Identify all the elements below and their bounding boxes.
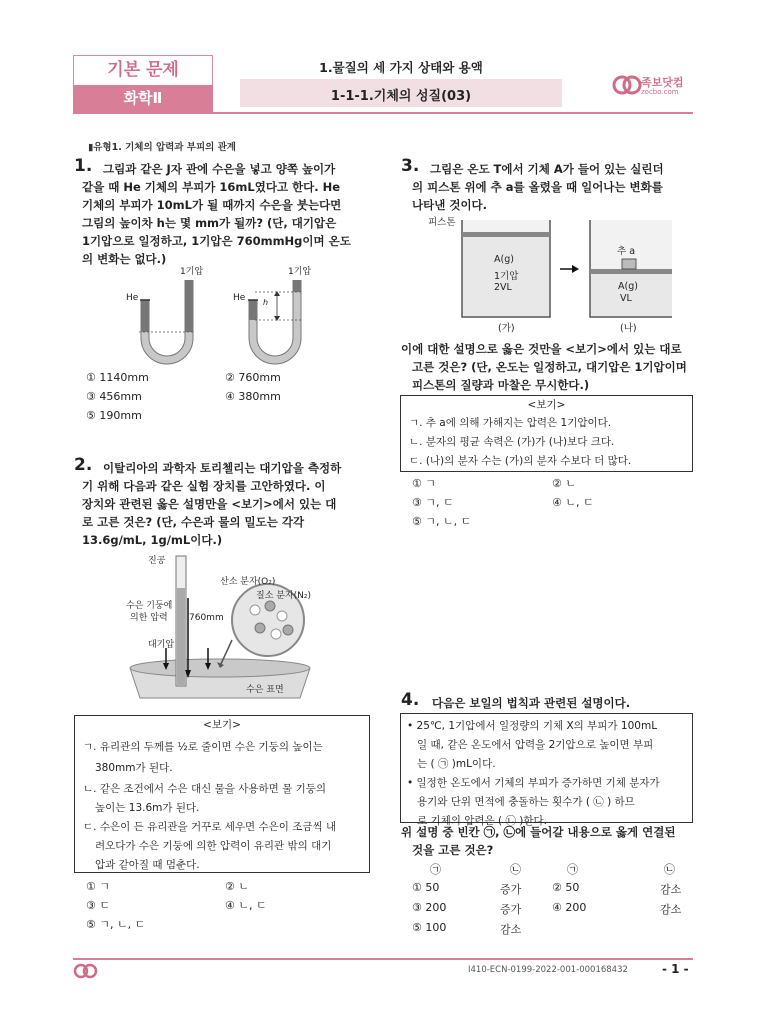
question-3-line: 이에 대한 설명으로 옳은 것만을 <보기>에서 있는 대로 (401, 342, 682, 356)
info-item: 일 때, 같은 온도에서 압력을 2기압으로 높이면 부피 (417, 739, 654, 751)
bogi-item: 높이는 13.6m가 된다. (95, 802, 200, 814)
cylinder-diagram (432, 212, 672, 332)
option[interactable]: ④ 200 (552, 901, 587, 914)
bogi-item: ㄷ. 수은이 든 유리관을 거꾸로 세우면 수은이 조금씩 내 (83, 821, 337, 833)
bogi-title: <보기> (527, 399, 566, 411)
question-2-line: 기 위해 다음과 같은 실험 장치를 고안하였다. 이 (82, 479, 326, 493)
question-1-line: 기체의 부피가 10mL가 될 때까지 수은을 붓는다면 (82, 198, 342, 212)
option[interactable]: ③ ㄷ (86, 899, 110, 912)
height-diff-label: h (263, 298, 269, 307)
option-value: 감소 (660, 883, 682, 896)
logo-text: 족보닷컴 (641, 76, 684, 89)
question-3-line: 피스톤의 질량과 마찰은 무시한다.) (412, 378, 590, 392)
piston-label: 피스톤 (428, 217, 456, 228)
weight-label: 추 a (617, 246, 636, 257)
atm-label-right: 1기압 (288, 267, 312, 277)
atm-pressure-label: 대기압 (148, 640, 175, 650)
info-item: • 일정한 온도에서 기체의 부피가 증가하면 기체 분자가 (407, 777, 660, 789)
chapter-title: 1.물질의 세 가지 상태와 용액 (319, 60, 483, 75)
bogi-item: ㄱ. 추 a에 의해 가해지는 압력은 1기압이다. (409, 417, 612, 429)
bogi-item: 380mm가 된다. (95, 762, 173, 774)
page-number: - 1 - (662, 962, 689, 976)
option[interactable]: ① 50 (412, 881, 440, 894)
question-1-line: 같을 때 He 기체의 부피가 16mL였다고 한다. He (82, 180, 341, 194)
option-value: 감소 (660, 903, 682, 916)
panel-na-label: (나) (620, 323, 637, 334)
question-2-line: 13.6g/mL, 1g/mL이다.) (82, 533, 223, 547)
gas-label: A(g) (494, 254, 514, 265)
document-code: I410-ECN-0199-2022-001-000168432 (468, 965, 628, 975)
info-item: • 25℃, 1기압에서 일정량의 기체 X의 부피가 100mL (407, 720, 658, 732)
option-value: 증가 (500, 903, 522, 916)
info-item: 용기와 단위 면적에 충돌하는 횟수가 ( ㉡ ) 하므 (417, 796, 635, 808)
option[interactable]: ② 50 (552, 881, 580, 894)
option[interactable]: ⑤ 190mm (86, 409, 142, 422)
answer-table-head: ㉠ (567, 863, 578, 876)
bogi-title: <보기> (203, 719, 241, 731)
question-1-line: 그림의 높이차 h는 몇 mm가 될까? (단, 대기압은 (82, 216, 337, 230)
panel-ga-label: (가) (498, 323, 515, 334)
answer-table-head: ㉠ (430, 863, 441, 876)
option[interactable]: ⑤ ㄱ, ㄴ, ㄷ (86, 918, 146, 931)
question-2-line: 장치와 관련된 옳은 설명만을 <보기>에서 있는 대 (82, 497, 337, 511)
question-2-line: 로 고른 것은? (단, 수은과 물의 밀도는 각각 (82, 515, 305, 529)
option[interactable]: ③ ㄱ, ㄷ (412, 496, 454, 509)
gas-label: A(g) (618, 281, 638, 292)
bogi-item: 려오다가 수은 기둥에 의한 압력이 유리관 밖의 대기 (95, 840, 332, 852)
question-1-line: 의 변화는 없다.) (82, 252, 167, 266)
option[interactable]: ⑤ 100 (412, 921, 447, 934)
question-3-line: 그림은 온도 T에서 기체 A가 들어 있는 실린더 (430, 162, 664, 176)
option[interactable]: ③ 200 (412, 901, 447, 914)
footer-rule (73, 958, 693, 960)
bogi-box-q3 (400, 395, 693, 472)
gas-volume-label: 2VL (494, 282, 512, 293)
gas-volume-label: VL (620, 293, 632, 304)
oxygen-label: 산소 분자(O₂) (220, 577, 276, 587)
info-box-q4 (400, 713, 693, 827)
question-1-line: 1기압으로 일정하고, 1기압은 760mmHg이며 온도 (82, 234, 351, 248)
info-item: 로 기체의 압력은 ( ㉡ )한다. (417, 815, 548, 827)
bogi-item: 압과 같아질 때 멈춘다. (95, 859, 200, 871)
question-2-line: 이탈리아의 과학자 토리첼리는 대기압을 측정하 (103, 461, 342, 475)
option-value: 감소 (500, 923, 522, 936)
option[interactable]: ② ㄴ (552, 477, 576, 490)
question-3-line: 나타낸 것이다. (412, 198, 488, 212)
option[interactable]: ④ ㄴ, ㄷ (552, 496, 594, 509)
question-2-number: 2. (74, 455, 93, 475)
he-label-right: He (233, 293, 246, 303)
question-3-number: 3. (401, 156, 420, 176)
bogi-box-q2 (74, 715, 370, 873)
question-3-line: 고른 것은? (단, 온도는 일정하고, 대기압은 1기압이며 (412, 360, 687, 374)
question-4-line: 위 설명 중 빈칸 ㉠, ㉡에 들어갈 내용으로 옳게 연결된 (401, 825, 676, 839)
header-rule (73, 112, 693, 114)
question-4-line: 것을 고른 것은? (412, 843, 494, 857)
height-760mm-label: 760mm (189, 613, 224, 623)
section-type-label: ▮유형1. 기체의 압력과 부피의 관계 (88, 142, 236, 153)
mercury-column-label: 의한 압력 (130, 613, 168, 623)
option-value: 증가 (500, 883, 522, 896)
question-1-line: 그림과 같은 J자 관에 수은을 넣고 양쪽 높이가 (103, 162, 336, 176)
question-4-number: 4. (401, 690, 420, 710)
option[interactable]: ① 1140mm (86, 371, 149, 384)
option[interactable]: ① ㄱ (412, 477, 436, 490)
option[interactable]: ⑤ ㄱ, ㄴ, ㄷ (412, 515, 472, 528)
mercury-column-label: 수은 기둥에 (126, 601, 173, 611)
torricelli-diagram (110, 548, 330, 708)
mercury-surface-label: 수은 표면 (246, 685, 284, 695)
answer-table-head: ㉡ (510, 863, 521, 876)
option[interactable]: ② ㄴ (225, 880, 249, 893)
vacuum-label: 진공 (148, 556, 166, 566)
bogi-item: ㄴ. 분자의 평균 속력은 (가)가 (나)보다 크다. (409, 436, 615, 448)
bogi-item: ㄷ. (나)의 분자 수는 (가)의 분자 수보다 더 많다. (409, 455, 632, 467)
question-3-line: 의 피스톤 위에 추 a를 올렸을 때 일어나는 변화를 (412, 180, 663, 194)
logo-subtext: zocbo.com (641, 88, 679, 96)
bogi-item: ㄴ. 같은 조건에서 수은 대신 물을 사용하면 물 기둥의 (83, 783, 327, 795)
option[interactable]: ① ㄱ (86, 880, 110, 893)
question-4-stem: 다음은 보일의 법칙과 관련된 설명이다. (432, 696, 631, 710)
option[interactable]: ③ 456mm (86, 390, 142, 403)
option[interactable]: ② 760mm (225, 371, 281, 384)
section-title: 1-1-1.기체의 성질(03) (330, 89, 472, 104)
bogi-item: ㄱ. 유리관의 두께를 ½로 줄이면 수은 기둥의 높이는 (83, 741, 323, 753)
category-badge: 기본 문제 (73, 55, 213, 85)
he-label-left: He (126, 293, 139, 303)
atm-label-left: 1기압 (180, 267, 204, 277)
gas-pressure-label: 1기압 (494, 271, 519, 282)
info-item: 는 ( ㉠ )mL이다. (417, 758, 496, 770)
answer-table-head: ㉡ (664, 863, 675, 876)
question-1-number: 1. (74, 156, 93, 176)
subject-badge: 화학Ⅱ (73, 85, 213, 112)
option[interactable]: ④ ㄴ, ㄷ (225, 899, 267, 912)
footer-logo-icon (73, 961, 99, 981)
nitrogen-label: 질소 분자(N₂) (256, 591, 311, 601)
option[interactable]: ④ 380mm (225, 390, 281, 403)
